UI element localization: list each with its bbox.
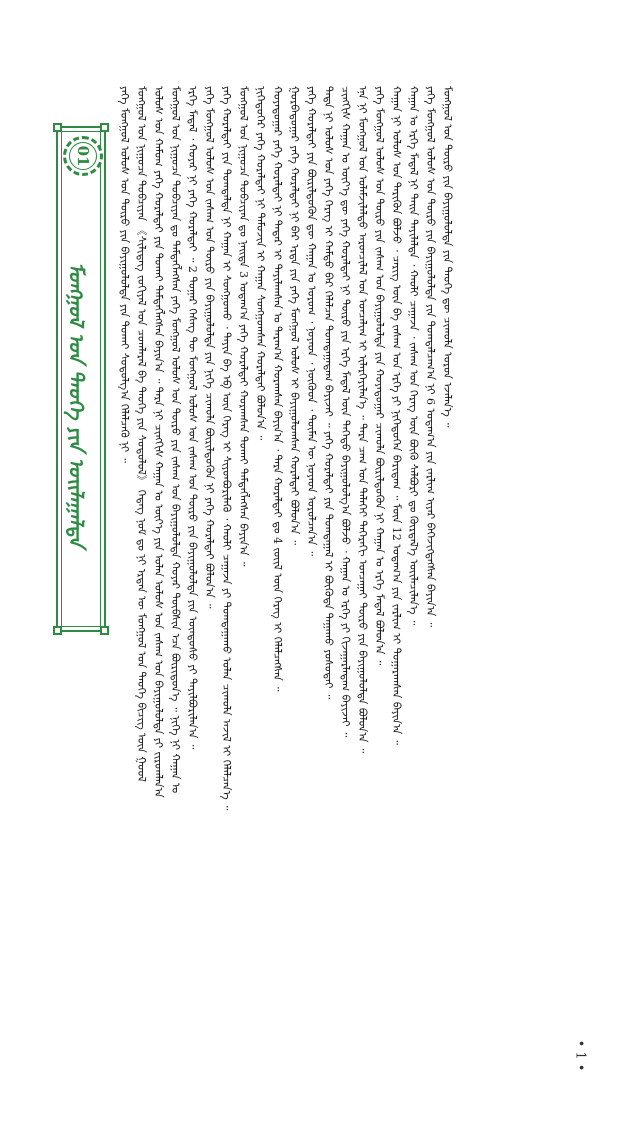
text-line: ᠡᠷᠬᠡ ᠮᠡᠳᠡᠯ ᠂ ᠬᠣᠶᠠᠷ ᠨᠢ ᠶᠡᠬᠡ ᠬᠤᠷᠠᠯᠳᠠᠢ ᠃ 2 ᠳᠤᠭᠠᠷ ᠬᠡᠰᠡᠭ ᠲᠦ ᠮᠣᠩᠭᠣᠯ ᠤᠯᠤᠰ ᠤᠨ ᠵᠠᠰᠠᠭ ᠤᠨ ᠲᠦᠷᠦ ᠶᠢᠨ ᠪᠠᠶᠢᠭᠤᠯᠤᠯᠲᠠ ᠶᠢᠨ ᠦᠨᠳᠦᠰᠦ ᠶᠢ ᠲᠠᠶᠢᠯᠪᠤᠷᠢᠯᠠᠨ᠎ᠠ ᠃ [186, 86, 199, 750]
text-line: ᠬᠠᠭᠠᠨ ᠤ ᠡᠷᠬᠡ ᠮᠡᠳᠡᠯ ᠨᠢ ᠳᠠᠢᠨ ᠳᠠᠶᠢᠯᠠᠯᠲᠠ ᠂ ᠬᠠᠤᠯᠢ ᠴᠠᠭᠠᠵᠠ ᠂ ᠵᠠᠰᠠᠭ ᠤᠨ ᠬᠡᠷᠡᠭ ᠦᠨ ᠪᠦᠬᠦ ᠰᠠᠯᠪᠤᠷᠢ ᠳᠤ ᠬᠦᠷᠲᠡᠯ᠎ᠡ ᠦᠢᠯᠡᠴᠢᠯᠡᠨ᠎ᠡ ᠃ [407, 86, 420, 626]
badge-corner-ornament [100, 626, 109, 635]
text-line: ᠡᠨᠡ ᠨᠢ ᠮᠣᠩᠭᠣᠯ ᠤᠨ ᠤᠯᠠᠮᠵᠢᠯᠠᠯᠲᠤ ᠠᠷᠳᠴᠢᠯᠠᠯ ᠤᠨ ᠣᠨᠴᠠᠯᠢᠭ ᠢ ᠢᠯᠡᠷᠬᠡᠶᠢᠯᠡᠨ᠎ᠡ ᠃ ᠲᠡᠷᠡ ᠴᠠᠭ ᠤᠨ ᠳᠡᠯᠡᠬᠡᠢ ᠳᠡᠭᠡᠷᠡᠬᠢ ᠣᠨᠴᠠᠭᠠᠢ ᠲᠦᠷᠦ ᠶᠢᠨ ᠪᠠᠶᠢᠭᠤᠯᠤᠯᠲᠠ ᠪᠣᠯᠤᠨ᠎ᠠ ᠃ [356, 86, 369, 754]
text-line: ᠮᠣᠩᠭᠣᠯ ᠤᠨ ᠲᠦᠷᠦ ᠶᠢᠨ ᠪᠠᠶᠢᠭᠤᠯᠤᠯᠲᠠ ᠶᠢᠨ ᠲᠡᠦᠬᠡ ᠳᠦ ᠴᠢᠬᠤᠯᠠ ᠣᠷᠣᠨ ᠡᠵᠡᠯᠡᠨ᠎ᠡ ᠃ [441, 86, 454, 428]
page-number-label: • 1 • [572, 1039, 588, 1071]
text-line: ᠶᠡᠬᠡ ᠬᠤᠷᠠᠯᠳᠠᠢ ᠶᠢᠨ ᠲᠣᠭᠲᠠᠯᠲᠠ ᠨᠢ ᠬᠠᠭᠠᠨ ᠢ ᠰᠣᠩᠭᠣᠬᠤ ᠂ ᠳᠠᠶᠢᠨ ᠪᠠ ᠡᠪ ᠦᠨ ᠬᠡᠷᠡᠭ ᠢ ᠰᠢᠶᠳᠪᠦᠷᠢᠯᠡᠬᠦ ᠂ ᠬᠠᠤᠯᠢ ᠴᠠᠭᠠᠵᠠ ᠶᠢ ᠲᠣᠭᠲᠠᠭᠠᠬᠤ ᠣᠯᠠᠨ ᠴᠢᠬᠤᠯᠠ ᠠᠵᠢᠯ ᠢ ᠬᠡᠯᠡᠯᠴᠡᠨ᠎ᠡ ᠃ [220, 86, 233, 811]
text-line: ᠴᠢᠩᠭᠢᠰ ᠬᠠᠭᠠᠨ ᠤ ᠦᠶ᠎ᠡ ᠳᠦ ᠶᠡᠬᠡ ᠬᠤᠷᠠᠯᠳᠠᠢ ᠨᠢ ᠲᠦᠷᠦ ᠶᠢᠨ ᠡᠷᠬᠡ ᠮᠡᠳᠡᠯ ᠦᠨ ᠳᠡᠭᠡᠳᠦ ᠪᠠᠶᠢᠭᠤᠯᠤᠯᠭ᠎ᠠ ᠪᠣᠯᠵᠤ ᠂ ᠬᠠᠭᠠᠨ ᠤ ᠡᠷᠬᠡ ᠶᠢ ᠬᠢᠵᠠᠭᠠᠷᠯᠠᠳᠠᠭ ᠪᠠᠶᠢᠵᠠᠢ ᠃ [339, 86, 352, 738]
text-line: ᠤᠯᠤᠰ ᠤᠨ ᠬᠠᠮᠤᠭ ᠶᠡᠬᠡ ᠬᠤᠷᠠᠯᠳᠠᠢ ᠶᠢᠨ ᠲᠤᠬᠠᠢ ᠲᠡᠮᠳᠡᠭᠯᠡᠭᠰᠡᠨ ᠪᠠᠶᠢᠨ᠎ᠠ ᠃ ᠲᠡᠷᠡ ᠨᠢ ᠴᠢᠩᠭᠢᠰ ᠬᠠᠭᠠᠨ ᠤ ᠦᠶ᠎ᠡ ᠶᠢᠨ ᠣᠯᠠᠨ ᠤᠯᠤᠰ ᠤᠨ ᠵᠠᠰᠠᠭ ᠤᠨ ᠪᠠᠶᠢᠭᠤᠯᠤᠯᠲᠠ ᠶᠢ ᠵᠢᠷᠤᠭᠯᠠᠨ᠎ᠠ [152, 86, 165, 798]
text-line: ᠮᠣᠩᠭᠣᠯ ᠤᠨ ᠨᠢᠭᠤᠴᠠ ᠲᠣᠪᠴᠢᠶᠠᠨ ᠳᠤ ᠨᠡᠢᠲᠡ 3 ᠤᠳᠠᠭ᠎ᠠ ᠶᠡᠬᠡ ᠬᠤᠷᠠᠯᠳᠠᠢ ᠬᠤᠷᠠᠭᠰᠠᠨ ᠲᠤᠬᠠᠢ ᠲᠡᠮᠳᠡᠭᠯᠡᠭᠰᠡᠨ ᠪᠠᠶᠢᠨ᠎ᠠ ᠃ [237, 86, 250, 567]
chapter-number-medallion [63, 136, 103, 176]
text-line: ᠮᠣᠩᠭᠣᠯ ᠤᠨ ᠨᠢᠭᠤᠴᠠ ᠲᠣᠪᠴᠢᠶᠠᠨ ᠳᠤ ᠲᠡᠮᠳᠡᠭᠯᠡᠭᠰᠡᠨ ᠶᠡᠬᠡ ᠮᠣᠩᠭᠣᠯ ᠤᠯᠤᠰ ᠤᠨ ᠲᠦᠷᠦ ᠶᠢᠨ ᠵᠠᠰᠠᠭ ᠤᠨ ᠪᠠᠶᠢᠭᠤᠯᠤᠯᠲᠠ ᠬᠣᠶᠠᠷ ᠲᠦᠪᠰᠢᠨ ᠡᠴᠡ ᠪᠦᠷᠢᠳᠦᠨ᠎ᠡ ᠃ ᠨᠢᠭᠡ ᠨᠢ ᠬᠠᠭᠠᠨ ᠤ [169, 86, 182, 794]
text-line: ᠶᠡᠬᠡ ᠮᠣᠩᠭᠣᠯ ᠤᠯᠤᠰ ᠤᠨ ᠲᠦᠷᠦ ᠶᠢᠨ ᠪᠠᠶᠢᠭᠤᠯᠤᠯᠲᠠ ᠶᠢᠨ ᠲᠤᠬᠠᠢ ᠰᠤᠳᠤᠯᠭ᠎ᠠ ᠬᠡᠯᠡᠯᠴᠡᠬᠦ ᠨᠢ ᠃ [118, 86, 131, 463]
text-line: ᠶᠡᠬᠡ ᠮᠣᠩᠭᠣᠯ ᠤᠯᠤᠰ ᠤᠨ ᠲᠦᠷᠦ ᠶᠢᠨ ᠪᠠᠶᠢᠭᠤᠯᠤᠯᠲᠠ ᠶᠢᠨ ᠲᠣᠭᠲᠠᠯᠴᠠᠭ᠎ᠠ ᠨᠢ 6 ᠤᠳᠠᠭ᠎ᠠ ᠶᠢᠨ ᠵᠠᠷᠯᠢᠭ ᠢᠶᠠᠷ ᠪᠡᠬᠡᠵᠢᠭᠳᠡᠭᠰᠡᠨ ᠪᠠᠶᠢᠨ᠎ᠠ ᠃ [424, 86, 437, 628]
text-line: ᠶᠡᠬᠡ ᠬᠤᠷᠠᠯᠳᠠᠢ ᠶᠢᠨ ᠪᠦᠷᠢᠯᠳᠦᠬᠦᠨ ᠳᠦ ᠬᠠᠭᠠᠨ ᠤ ᠤᠷᠤᠭ ᠂ ᠨᠣᠶᠠᠳ ᠂ ᠨᠥᠬᠦᠳ ᠂ ᠲᠦᠮᠡᠨ ᠦ ᠨᠣᠶᠠᠳ ᠣᠷᠣᠯᠴᠠᠨ᠎ᠠ ᠃ [305, 86, 318, 557]
chapter-title-box [58, 186, 104, 622]
text-line: ᠮᠣᠩᠭᠣᠯ ᠤᠨ ᠨᠢᠭᠤᠴᠠ ᠲᠣᠪᠴᠢᠶᠠᠨ 《ᠰᠢᠯᠢᠳᠡᠭ ᠵᠣᠬᠢᠶᠠᠯ ᠤᠨ ᠴᠤᠭᠯᠠᠷᠠᠯ ᠪᠠ ᠲᠡᠦᠬᠡ ᠶᠢᠨ ᠰᠤᠳᠤᠯᠤᠯ》 ᠭᠡᠳᠡᠭ ᠨᠣᠮ ᠳᠤ ᠨᠢ ᠡᠷᠲᠡᠨ ᠦ ᠮᠣᠩᠭᠣᠯ ᠤᠨ ᠲᠡᠦᠬᠡ ᠪᠢᠴᠢᠭ ᠦᠨ ᠭᠣᠣᠯ [135, 86, 148, 782]
badge-corner-ornament [53, 123, 62, 132]
badge-corner-ornament [53, 626, 62, 635]
text-line: ᠲᠡᠳᠡ ᠨᠢ ᠤᠯᠤᠰ ᠤᠨ ᠶᠡᠬᠡ ᠬᠡᠷᠡᠭ ᠢ ᠬᠠᠮᠲᠤ ᠪᠠᠷ ᠬᠡᠯᠡᠯᠴᠡᠨ ᠲᠣᠭᠲᠠᠭᠠᠳᠠᠭ ᠪᠠᠶᠢᠵᠠᠢ ᠃ ᠶᠡᠬᠡ ᠬᠤᠷᠠᠯᠳᠠᠢ ᠶᠢᠨ ᠲᠣᠭᠲᠠᠭᠠᠯ ᠢ ᠪᠦᠭᠦᠳᠡ ᠳᠠᠭᠠᠬᠤ ᠶᠣᠰᠤᠲᠠᠢ ᠃ [322, 86, 335, 700]
body-text [118, 86, 558, 1020]
text-line: ᠭᠤᠷᠪᠠᠳᠤᠭᠠᠷ ᠶᠡᠬᠡ ᠬᠤᠷᠠᠯᠳᠠᠢ ᠨᠢ ᠪᠠᠷ ᠡᠷᠲᠡ ᠶᠢᠨ ᠶᠡᠬᠡ ᠮᠣᠩᠭᠣᠯ ᠤᠯᠤᠰ ᠢ ᠪᠠᠶᠢᠭᠤᠯᠤᠭᠰᠠᠨ ᠬᠤᠷᠠᠯᠳᠠᠢ ᠪᠣᠯᠤᠨ᠎ᠠ ᠃ [288, 86, 301, 546]
text-line: ᠬᠣᠶᠠᠳᠤᠭᠠᠷ ᠶᠡᠬᠡ ᠬᠤᠷᠠᠯᠳᠠᠢ ᠨᠢ ᠲᠠᠲᠠᠷ ᠢ ᠳᠠᠶᠢᠯᠠᠭᠰᠠᠨ ᠤ ᠳᠠᠷᠠᠭ᠎ᠠ ᠬᠤᠷᠠᠭᠰᠠᠨ ᠪᠠᠶᠢᠨ᠎ᠠ ᠂ ᠲᠡᠷᠡ ᠬᠤᠷᠠᠯᠳᠠᠢ ᠳᠤ 4 ᠵᠦᠢᠯ ᠦᠨ ᠬᠡᠷᠡᠭ ᠢ ᠬᠡᠯᠡᠯᠴᠡᠭᠰᠡᠨ ᠃ [271, 86, 284, 692]
text-line: ᠨᠢᠭᠡᠳᠦᠭᠡᠷ ᠶᠡᠬᠡ ᠬᠤᠷᠠᠯᠳᠠᠢ ᠨᠢ ᠲᠡᠮᠦᠵᠢᠨ ᠢ ᠬᠠᠭᠠᠨ ᠰᠣᠩᠭᠣᠭᠰᠠᠨ ᠬᠤᠷᠠᠯᠳᠠᠢ ᠪᠣᠯᠤᠨ᠎ᠠ ᠃ [254, 86, 267, 441]
text-line: ᠬᠠᠭᠠᠨ ᠨᠢ ᠤᠯᠤᠰ ᠤᠨ ᠲᠡᠷᠢᠭᠦᠨ ᠪᠣᠯᠵᠤ ᠂ ᠴᠡᠷᠢᠭ ᠦᠨ ᠪᠠ ᠵᠠᠰᠠᠭ ᠤᠨ ᠡᠷᠬᠡ ᠶᠢ ᠨᠢᠭᠡᠳᠦᠭᠡᠨ ᠪᠠᠷᠢᠳᠠᠭ ᠃ ᠮᠥᠨ 12 ᠤᠳᠠᠭ᠎ᠠ ᠶᠢᠨ ᠵᠠᠷᠯᠢᠭ ᠢ ᠲᠤᠭᠠᠷᠠᠭᠰᠠᠨ ᠪᠠᠶᠢᠨ᠎ᠠ ᠃ [390, 86, 403, 745]
text-line: ᠶᠡᠬᠡ ᠮᠣᠩᠭᠣᠯ ᠤᠯᠤᠰ ᠤᠨ ᠵᠠᠰᠠᠭ ᠤᠨ ᠲᠦᠷᠦ ᠶᠢᠨ ᠪᠠᠶᠢᠭᠤᠯᠤᠯᠲᠠ ᠶᠢᠨ ᠨᠢᠭᠡ ᠴᠢᠬᠤᠯᠠ ᠪᠦᠷᠢᠯᠳᠦᠬᠦᠨ ᠨᠢ ᠶᠡᠬᠡ ᠬᠤᠷᠠᠯᠳᠠᠢ ᠪᠣᠯᠤᠨ᠎ᠠ ᠃ [203, 86, 216, 609]
badge-corner-ornament [100, 123, 109, 132]
chapter-number: 01 [74, 145, 93, 167]
chapter-badge [56, 126, 106, 632]
page-number [560, 1040, 600, 1070]
chapter-title: ᠮᠣᠩᠭᠣᠯ ᠤᠨ ᠲᠡᠦᠬᠡ ᠶᠢᠨ ᠣᠢᠯᠠᠭᠠᠯᠲᠠ [64, 261, 89, 547]
text-line: ᠶᠡᠬᠡ ᠮᠣᠩᠭᠣᠯ ᠤᠯᠤᠰ ᠤᠨ ᠲᠦᠷᠦ ᠶᠢᠨ ᠵᠠᠰᠠᠭ ᠤᠨ ᠪᠠᠶᠢᠭᠤᠯᠤᠯᠲᠠ ᠶᠢᠨ ᠬᠣᠶᠠᠳᠤᠭᠠᠷ ᠴᠢᠬᠤᠯᠠ ᠪᠦᠷᠢᠯᠳᠦᠬᠦᠨ ᠨᠢ ᠬᠠᠭᠠᠨ ᠤ ᠡᠷᠬᠡ ᠮᠡᠳᠡᠯ ᠪᠣᠯᠤᠨ᠎ᠠ ᠃ [373, 86, 386, 666]
